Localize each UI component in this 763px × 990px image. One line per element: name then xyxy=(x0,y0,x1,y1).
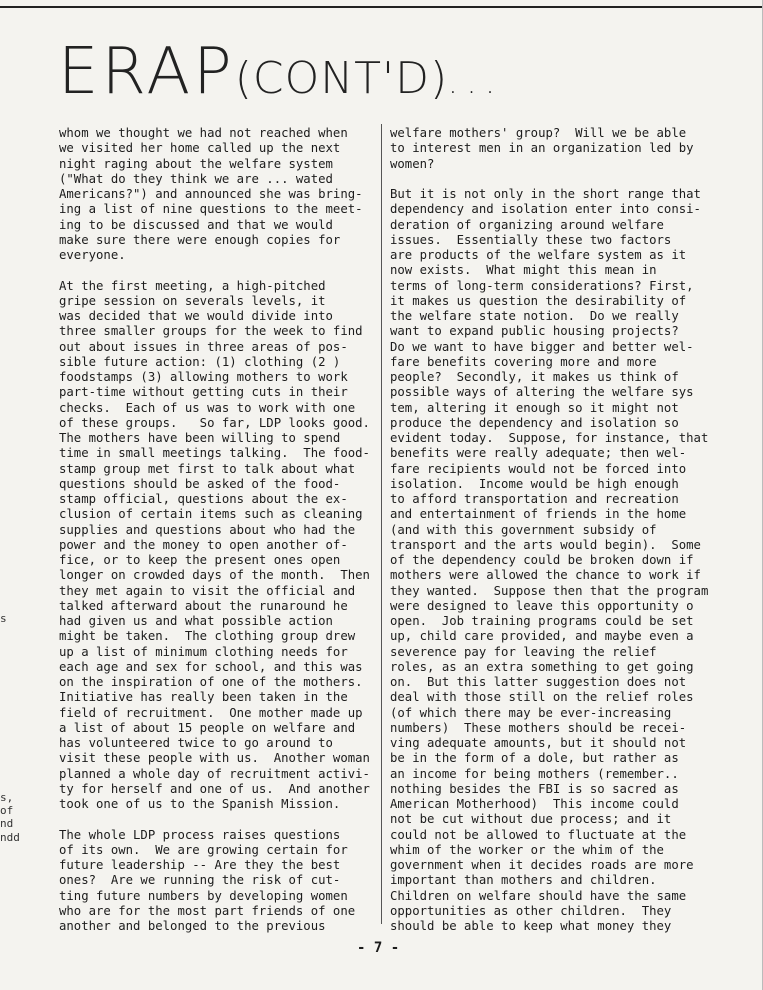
text-line: want to expand public housing projects? xyxy=(390,324,679,339)
text-line: welfare mothers' group? Will we be able xyxy=(390,126,687,140)
text-line: transport and the arts would begin). Some xyxy=(390,537,701,552)
text-line: stamp group met first to talk about what xyxy=(59,461,356,476)
text-line: up, child care provided, and maybe even a xyxy=(390,629,694,644)
text-line: has volunteered twice to go around to xyxy=(59,736,333,750)
text-line: on. But this latter suggestion does not xyxy=(390,675,687,689)
text-line: ing a list of nine questions to the meet- xyxy=(59,202,363,217)
text-line: a list of about 15 people on welfare and xyxy=(59,720,356,735)
text-line: could not be allowed to fluctuate at the xyxy=(390,827,687,842)
text-line: not be cut without due process; and it xyxy=(390,812,672,827)
text-line: they wanted. Suppose then that the program xyxy=(390,583,709,598)
text-line: were designed to leave this opportunity o xyxy=(390,598,694,613)
text-line: ty for herself and one of us. And another xyxy=(59,781,370,796)
text-line: ing to be discussed and that we would xyxy=(59,217,333,232)
text-line: make sure there were enough copies for xyxy=(59,232,341,247)
top-rule xyxy=(0,6,763,8)
paragraph xyxy=(59,828,371,935)
text-line: of the dependency could be broken down if xyxy=(390,553,694,567)
text-line: nothing besides the FBI is so sacred as xyxy=(390,781,679,796)
text-line: whim of the worker or the whim of the xyxy=(390,842,664,857)
text-line: supplies and questions about who had the xyxy=(59,522,356,537)
text-line: deration of organizing around welfare xyxy=(390,217,664,232)
text-line: But it is not only in the short range that xyxy=(390,187,701,201)
text-line: At the first meeting, a high-pitched xyxy=(59,278,326,293)
text-line: had given us and what possible action xyxy=(59,614,333,628)
text-line: time in small meetings talking. The food- xyxy=(59,446,370,461)
text-line: power and the money to open another of- xyxy=(59,537,348,552)
text-line: whom we thought we had not reached when xyxy=(59,126,348,140)
text-line: clusion of certain items such as cleaning xyxy=(59,507,363,522)
text-line: on the inspiration of one of the mothers. xyxy=(59,675,363,689)
text-line: each age and sex for school, and this was xyxy=(59,659,363,674)
text-line: deal with those still on the relief roles xyxy=(390,690,694,705)
paragraph xyxy=(59,126,371,263)
text-line: The whole LDP process raises questions xyxy=(59,827,341,842)
text-line: fare recipients would not be forced into xyxy=(390,461,687,476)
text-line: checks. Each of us was to work with one xyxy=(59,400,356,415)
text-line: open. Job training programs could be set xyxy=(390,614,694,628)
text-line: now exists. What might this mean in xyxy=(390,263,657,278)
text-line: talked afterward about the runaround he xyxy=(59,598,348,613)
text-line: the welfare state notion. Do we really xyxy=(390,309,679,323)
text-line: to interest men in an organization led by xyxy=(390,141,694,156)
text-line: to afford transportation and recreation xyxy=(390,492,679,506)
text-line: foodstamps (3) allowing mothers to work xyxy=(59,370,348,384)
text-line: American Motherhood) This income could xyxy=(390,797,679,811)
left-column xyxy=(59,126,371,950)
text-line: part-time without getting cuts in their xyxy=(59,385,348,400)
margin-fragment: s xyxy=(0,612,7,625)
text-line: and entertainment of friends in the home xyxy=(390,507,687,522)
text-line: ving adequate amounts, but it should not xyxy=(390,736,687,750)
text-line: isolation. Income would be high enough xyxy=(390,476,679,491)
text-line: dependency and isolation enter into consi- xyxy=(390,202,701,217)
text-line: (and with this government subsidy of xyxy=(390,522,657,537)
text-line: possible ways of altering the welfare sys xyxy=(390,385,694,400)
text-line: numbers) These mothers should be recei- xyxy=(390,720,687,735)
text-line: terms of long-term considerations? First, xyxy=(390,278,694,293)
text-line: should be able to keep what money they xyxy=(390,919,672,933)
text-line: everyone. xyxy=(59,248,126,262)
text-line: questions should be asked of the food- xyxy=(59,476,341,491)
text-line: women? xyxy=(390,156,435,171)
text-line: tem, altering it enough so it might not xyxy=(390,400,679,415)
text-line: might be taken. The clothing group drew xyxy=(59,629,356,644)
text-line: took one of us to the Spanish Mission. xyxy=(59,797,341,811)
text-line: issues. Essentially these two factors xyxy=(390,232,672,247)
margin-fragment: s, xyxy=(0,791,14,804)
text-line: up a list of minimum clothing needs for xyxy=(59,644,348,659)
page-title xyxy=(58,35,504,109)
text-line: Do we want to have bigger and better wel- xyxy=(390,339,694,354)
paragraph xyxy=(390,187,712,934)
text-line: Initiative has really been taken in the xyxy=(59,690,348,705)
text-line: gripe session on severals levels, it xyxy=(59,293,326,308)
text-line: longer on crowded days of the month. Then xyxy=(59,568,370,583)
paragraph xyxy=(390,126,712,172)
text-line: three smaller groups for the week to find xyxy=(59,324,363,339)
title-main: ERAP xyxy=(58,35,235,109)
text-line: who are for the most part friends of one xyxy=(59,903,356,918)
text-line: people? Secondly, it makes us think of xyxy=(390,370,679,384)
text-line: evident today. Suppose, for instance, that xyxy=(390,431,709,445)
text-line: mothers were allowed the chance to work if xyxy=(390,568,701,583)
right-column xyxy=(390,126,712,950)
text-line: we visited her home called up the next xyxy=(59,141,341,156)
text-line: ones? Are we running the risk of cut- xyxy=(59,873,341,888)
text-line: fice, or to keep the present ones open xyxy=(59,553,341,567)
column-divider xyxy=(381,124,382,924)
text-line: The mothers have been willing to spend xyxy=(59,431,341,445)
text-line: another and belonged to the previous xyxy=(59,919,326,933)
text-line: planned a whole day of recruitment activi- xyxy=(59,766,370,781)
text-line: opportunities as other children. They xyxy=(390,903,672,918)
text-line: (of which there may be ever-increasing xyxy=(390,705,672,720)
text-line: visit these people with us. Another woman xyxy=(59,751,370,766)
text-line: out about issues in three areas of pos- xyxy=(59,339,348,354)
page-number: - 7 - xyxy=(357,940,400,956)
margin-fragment: of xyxy=(0,804,14,817)
margin-fragment: nd xyxy=(0,817,14,830)
title-dots: ... xyxy=(448,66,504,101)
text-line: an income for being mothers (remember.. xyxy=(390,766,679,781)
text-line: are products of the welfare system as it xyxy=(390,248,687,262)
text-line: night raging about the welfare system xyxy=(59,156,333,171)
text-line: important than mothers and children. xyxy=(390,873,657,888)
text-line: severence pay for leaving the relief xyxy=(390,644,657,659)
text-line: be in the form of a dole, but rather as xyxy=(390,751,679,766)
text-line: future leadership -- Are they the best xyxy=(59,858,341,872)
text-line: of these groups. So far, LDP looks good. xyxy=(59,415,370,430)
title-sub: (CONT'D) xyxy=(234,53,449,104)
text-line: Children on welfare should have the same xyxy=(390,888,687,903)
text-line: stamp official, questions about the ex- xyxy=(59,492,348,506)
text-line: was decided that we would divide into xyxy=(59,309,333,323)
text-line: fare benefits covering more and more xyxy=(390,354,657,369)
text-line: field of recruitment. One mother made up xyxy=(59,705,363,720)
text-line: government when it decides roads are more xyxy=(390,858,694,872)
margin-fragment: ndd xyxy=(0,831,20,844)
text-line: it makes us question the desirability of xyxy=(390,293,687,308)
text-line: ("What do they think we are ... wated xyxy=(59,171,333,186)
text-line: benefits were really adequate; then wel- xyxy=(390,446,687,461)
text-line: produce the dependency and isolation so xyxy=(390,415,679,430)
text-line: of its own. We are growing certain for xyxy=(59,842,348,857)
paragraph xyxy=(59,279,371,813)
text-line: roles, as an extra something to get going xyxy=(390,659,694,674)
text-line: Americans?") and announced she was bring- xyxy=(59,187,363,201)
text-line: ting future numbers by developing women xyxy=(59,888,348,903)
text-line: sible future action: (1) clothing (2 ) xyxy=(59,354,341,369)
text-line: they met again to visit the official and xyxy=(59,583,356,598)
